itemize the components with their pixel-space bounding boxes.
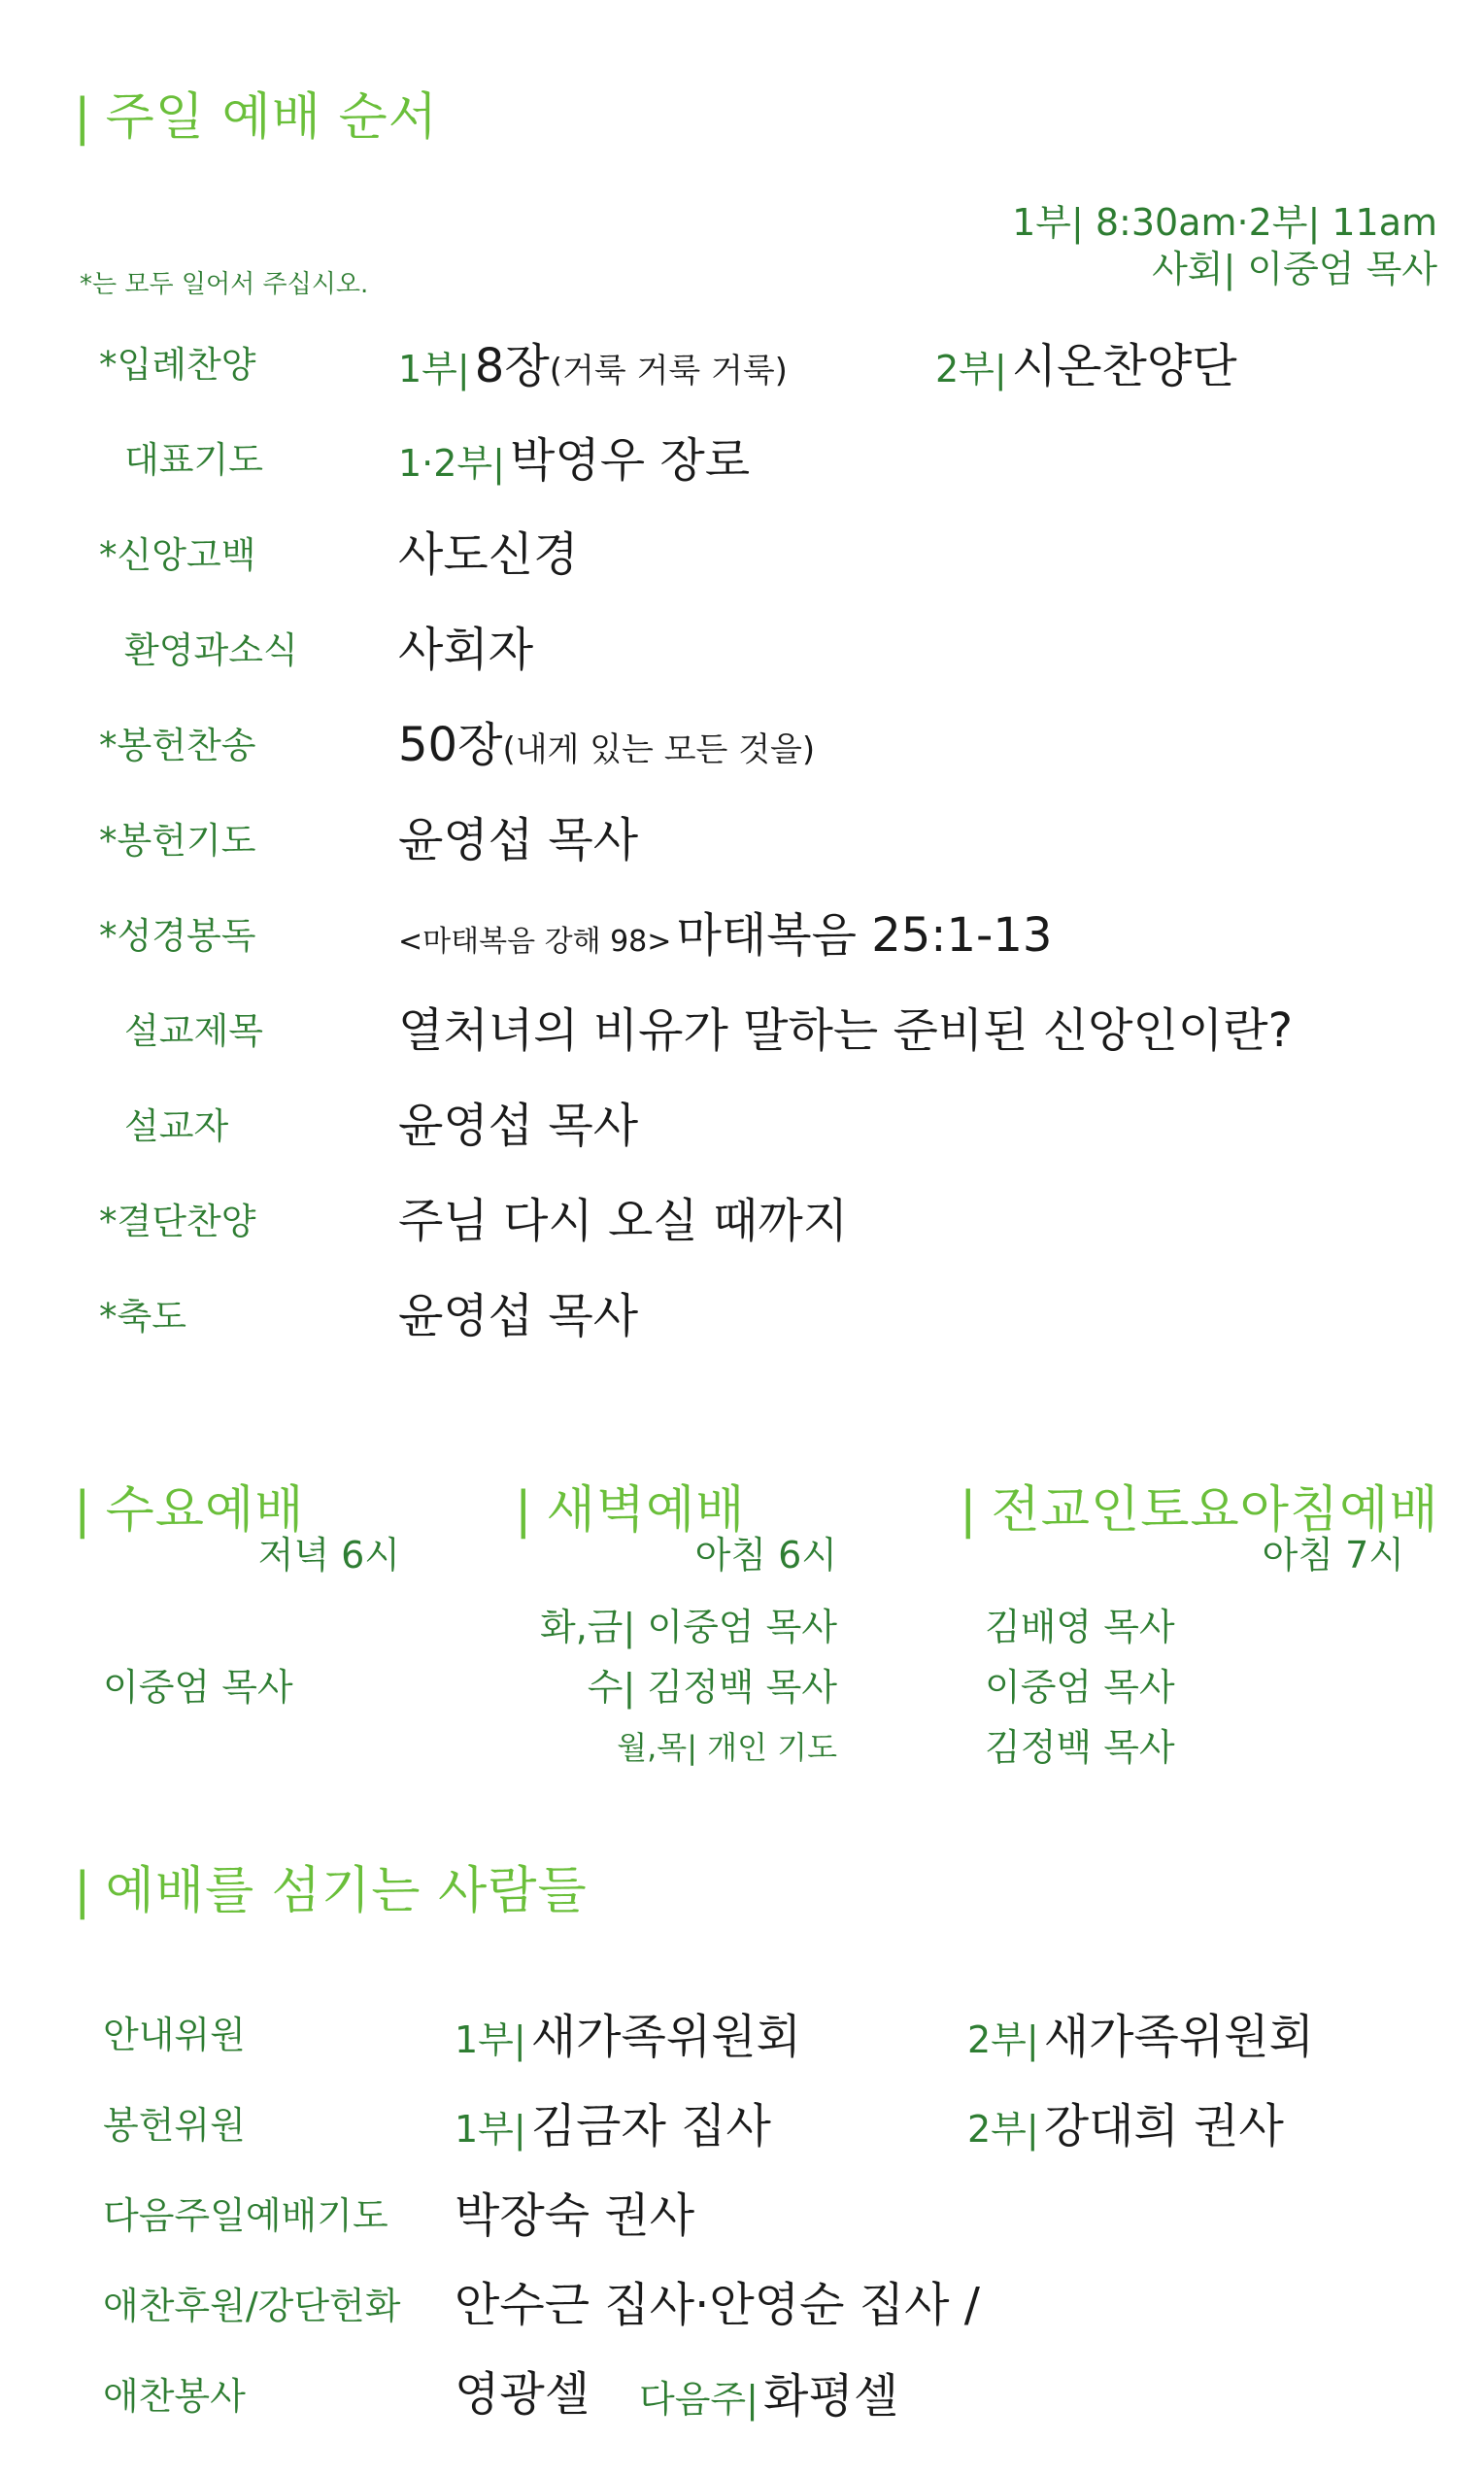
dawn-leader-1: 화,금| 이중엄 목사 <box>540 1606 837 1648</box>
servers-label-offering: 봉헌위원 <box>103 2104 246 2147</box>
servers-value-support-flowers: 안수근 집사·안영순 집사 / <box>455 2278 980 2332</box>
order-label-scripture: *성경봉독 <box>99 915 256 957</box>
servers-label-meal-service: 애찬봉사 <box>103 2375 246 2418</box>
order-label-offering-hymn: *봉헌찬송 <box>99 725 256 766</box>
servers-value-meal-service: 영광셀 <box>455 2367 590 2422</box>
order-label-benediction: *축도 <box>99 1296 186 1338</box>
servers-value-ushers-2: 2부| 새가족위원회 <box>967 2010 1315 2064</box>
servers-title: | 예배를 섬기는 사람들 <box>74 1862 588 1920</box>
title-bar-icon: | <box>74 88 92 147</box>
sunday-section-title: | 주일 예배 순서 <box>74 88 438 147</box>
order-value-entrance-2: 2부| 시온찬양단 <box>935 339 1237 393</box>
servers-value-ushers-1: 1부| 새가족위원회 <box>455 2010 802 2064</box>
dawn-title: | 새벽예배 <box>515 1481 746 1540</box>
order-value-creed: 사도신경 <box>398 527 579 582</box>
title-bar-icon: | <box>74 1481 92 1540</box>
dawn-time: 아침 6시 <box>694 1534 837 1577</box>
order-label-sermon-title: 설교제목 <box>124 1010 263 1052</box>
saturday-leader-2: 이중엄 목사 <box>985 1666 1175 1709</box>
saturday-morning-title: | 전교인토요아침예배 <box>960 1481 1439 1540</box>
wednesday-time: 저녁 6시 <box>257 1534 400 1577</box>
order-value-welcome: 사회자 <box>398 623 534 677</box>
order-value-prayer: 1·2부| 박영우 장로 <box>398 433 751 488</box>
order-label-preacher: 설교자 <box>124 1105 229 1147</box>
order-label-offering-prayer: *봉헌기도 <box>99 820 256 862</box>
order-value-benediction: 윤영섭 목사 <box>398 1289 639 1343</box>
sunday-host: 사회| 이중엄 목사 <box>1152 248 1437 290</box>
servers-value-meal-next: 다음주| 화평셀 <box>639 2369 899 2424</box>
servers-value-offering-1: 1부| 김금자 집사 <box>455 2099 771 2153</box>
wednesday-title: | 수요예배 <box>74 1481 305 1540</box>
servers-label-next-prayer: 다음주일예배기도 <box>103 2194 388 2237</box>
servers-label-ushers: 안내위원 <box>103 2014 246 2056</box>
title-bar-icon: | <box>515 1481 533 1540</box>
standing-note: *는 모두 일어서 주십시오. <box>80 270 369 299</box>
saturday-leader-3: 김정백 목사 <box>985 1726 1175 1769</box>
dawn-leader-2: 수| 김정백 목사 <box>587 1666 837 1709</box>
servers-value-offering-2: 2부| 강대희 권사 <box>967 2099 1284 2153</box>
order-label-welcome: 환영과소식 <box>124 629 298 671</box>
order-value-offering-hymn: 50장(내게 있는 모든 것을) <box>398 718 816 772</box>
order-label-creed: *신앙고백 <box>99 534 256 576</box>
sunday-times: 1부| 8:30am·2부| 11am <box>1012 201 1437 244</box>
order-value-decision-hymn: 주님 다시 오실 때까지 <box>398 1194 849 1248</box>
order-value-preacher: 윤영섭 목사 <box>398 1099 639 1153</box>
title-bar-icon: | <box>960 1481 978 1540</box>
order-value-offering-prayer: 윤영섭 목사 <box>398 813 639 867</box>
order-label-decision-hymn: *결단찬양 <box>99 1201 256 1242</box>
wednesday-leader: 이중엄 목사 <box>103 1666 293 1709</box>
saturday-morning-time: 아침 7시 <box>1262 1534 1404 1577</box>
dawn-note: 월,목| 개인 기도 <box>617 1729 837 1766</box>
order-value-sermon-title: 열처녀의 비유가 말하는 준비된 신앙인이란? <box>398 1003 1294 1058</box>
order-value-entrance: 1부| 8장(거룩 거룩 거룩) <box>398 339 788 393</box>
servers-label-support-flowers: 애찬후원/강단헌화 <box>103 2285 401 2327</box>
order-value-scripture: <마태복음 강해 98> 마태복음 25:1-13 <box>398 908 1053 963</box>
order-label-entrance: *입례찬양 <box>99 344 256 386</box>
saturday-leader-1: 김배영 목사 <box>985 1606 1175 1648</box>
servers-value-next-prayer: 박장숙 권사 <box>455 2188 695 2243</box>
title-bar-icon: | <box>74 1862 92 1920</box>
order-label-prayer: 대표기도 <box>124 439 263 481</box>
